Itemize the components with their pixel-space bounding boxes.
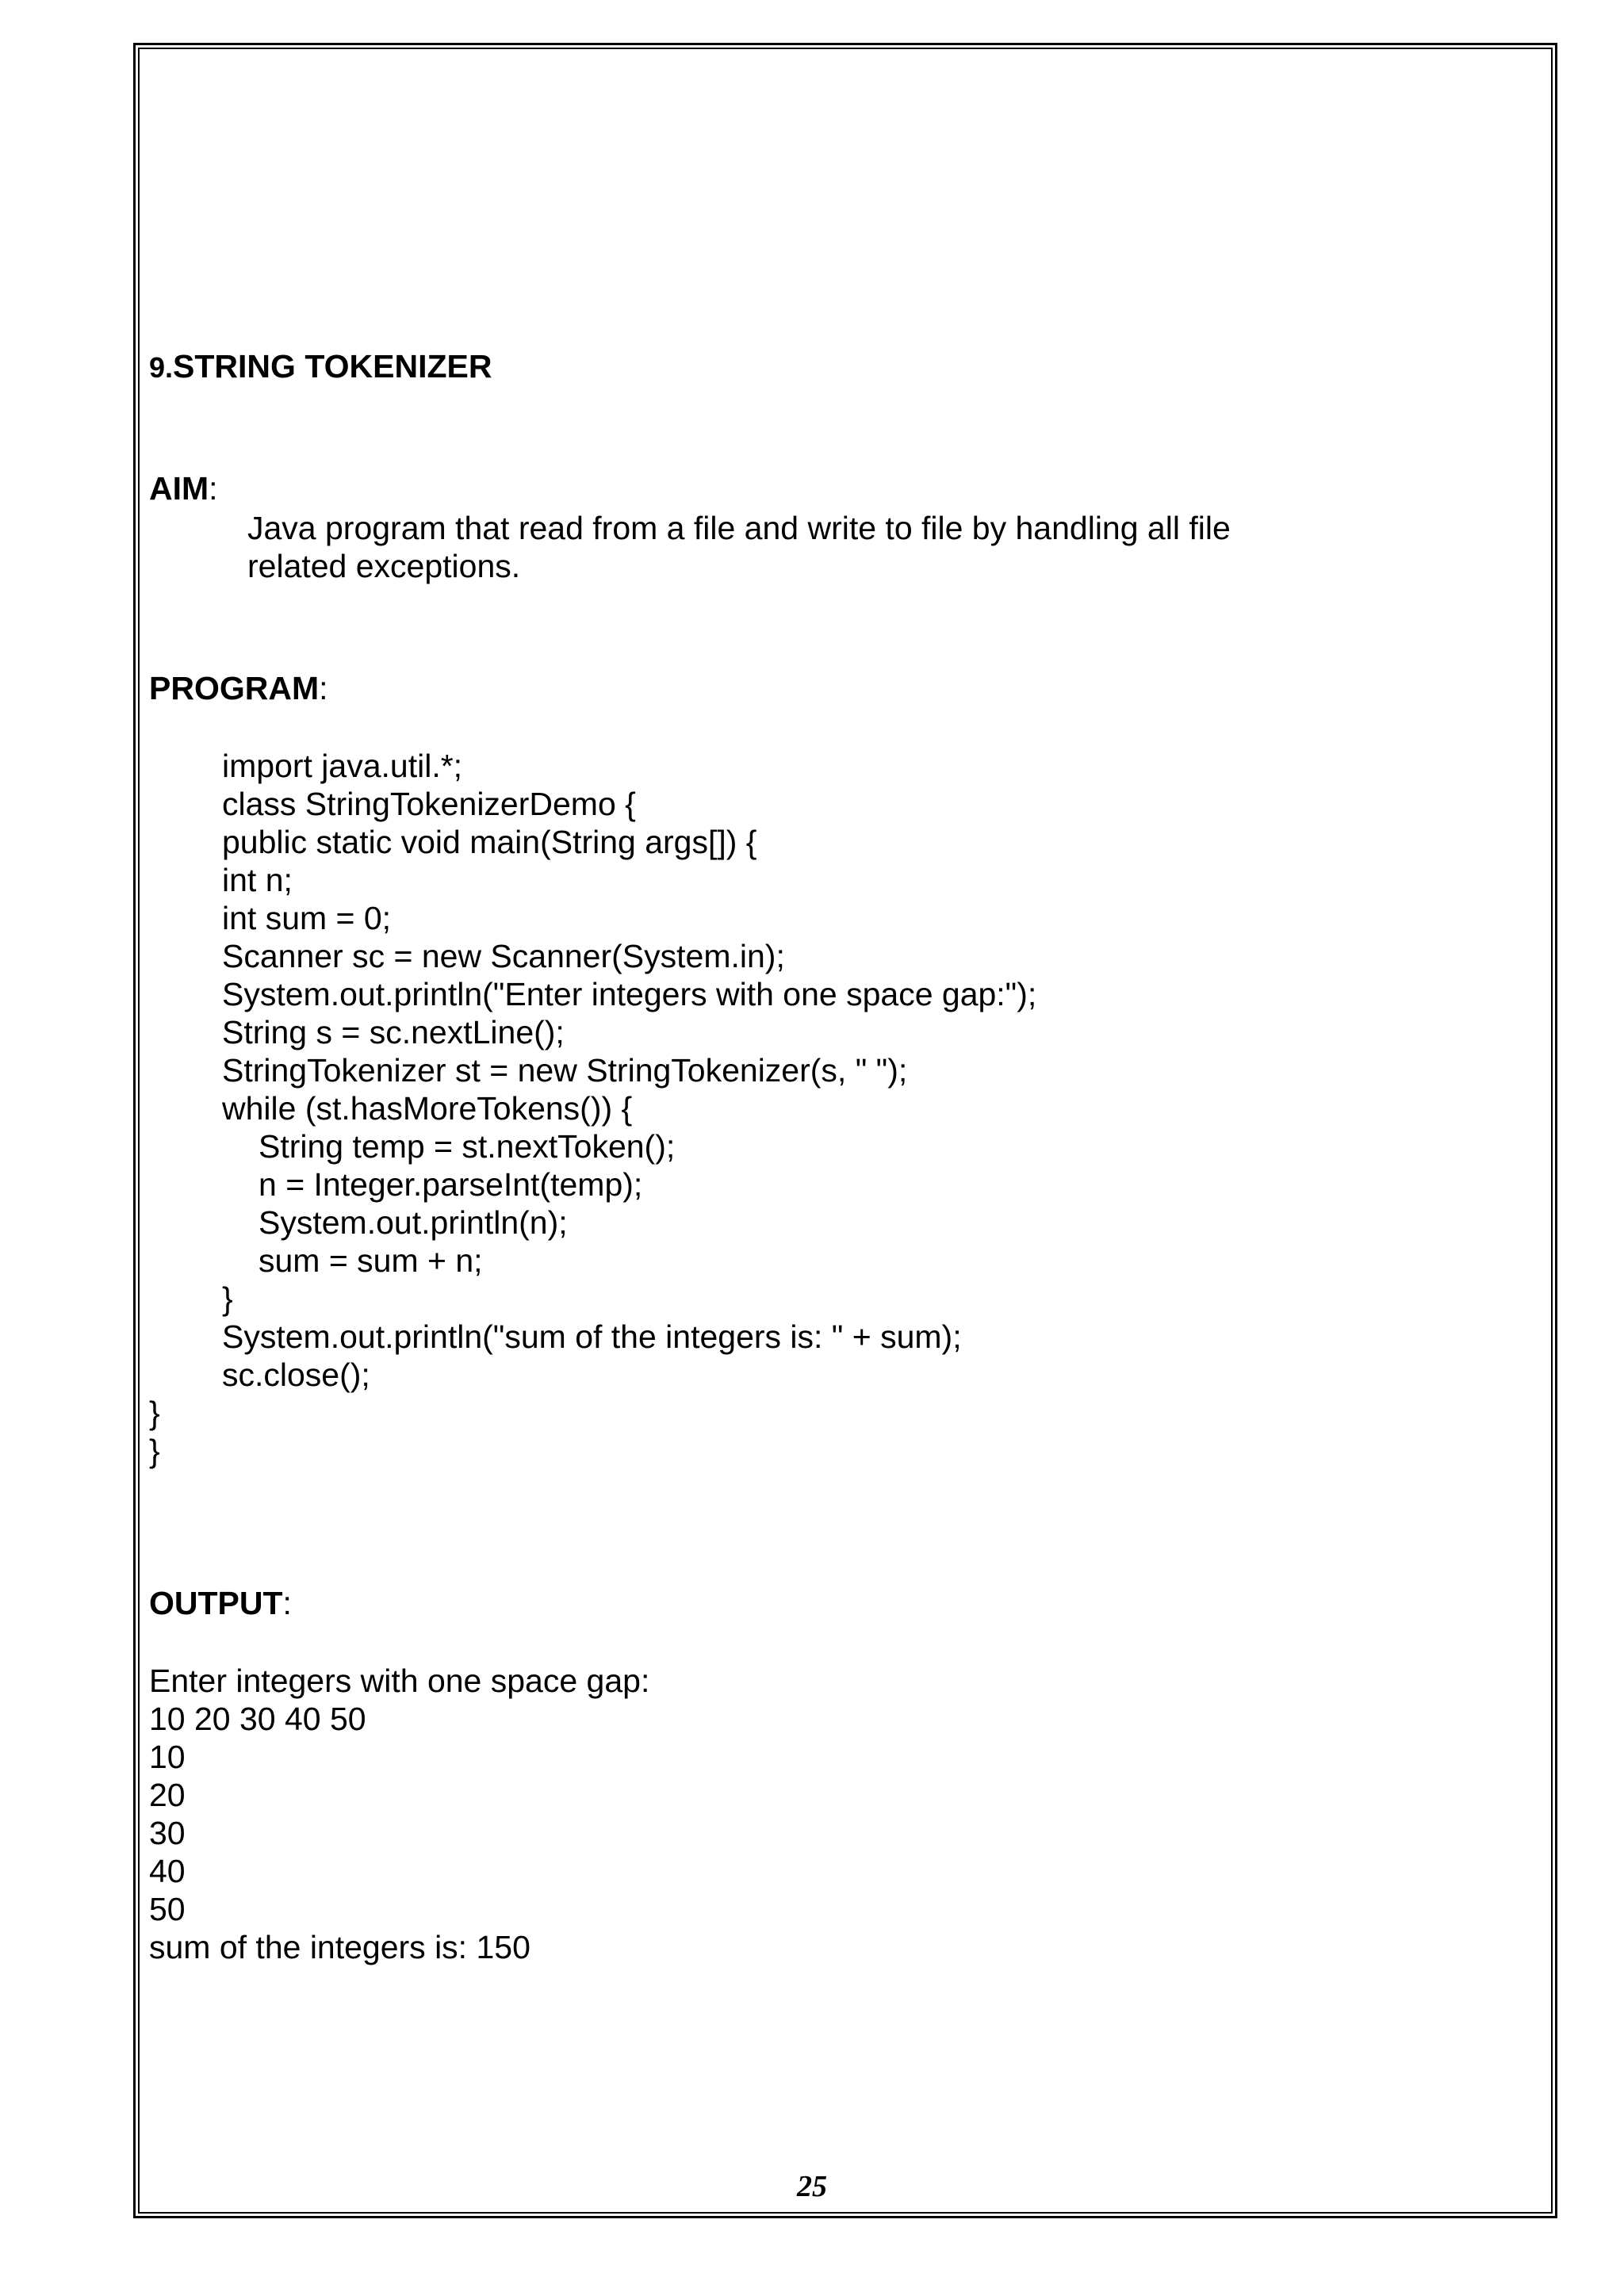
code-line: System.out.println("sum of the integers is: " + sum); [222, 1318, 962, 1355]
section-number: 9. [149, 351, 174, 384]
code-line: while (st.hasMoreTokens()) { [222, 1090, 633, 1127]
output-line: 30 [149, 1815, 186, 1851]
code-line: System.out.println(n); [259, 1204, 568, 1241]
output-line: 10 [149, 1739, 186, 1775]
aim-heading [149, 469, 218, 507]
aim-line-1: Java program that read from a file and write to file by handling all file [247, 510, 1231, 546]
code-line: StringTokenizer st = new StringTokenizer(s, " "); [222, 1052, 908, 1089]
output-line: 10 20 30 40 50 [149, 1701, 366, 1737]
code-line: } [149, 1433, 160, 1469]
output-line: Enter integers with one space gap: [149, 1663, 650, 1699]
program-code [0, 747, 1624, 1470]
output-heading [149, 1584, 292, 1622]
output-line: 50 [149, 1891, 186, 1927]
output-label: OUTPUT [149, 1585, 283, 1621]
code-line: String temp = st.nextToken(); [259, 1128, 676, 1165]
output-line: 40 [149, 1853, 186, 1889]
code-line: String s = sc.nextLine(); [222, 1014, 565, 1050]
aim-line-2: related exceptions. [247, 548, 521, 584]
code-line: Scanner sc = new Scanner(System.in); [222, 938, 785, 974]
code-line: System.out.println("Enter integers with one space gap:"); [222, 976, 1037, 1012]
program-output [149, 1662, 649, 1966]
code-line: int sum = 0; [222, 900, 392, 936]
code-line: n = Integer.parseInt(temp); [259, 1166, 643, 1203]
page-number: 25 [797, 2170, 827, 2203]
code-line: class StringTokenizerDemo { [222, 786, 636, 822]
code-line: import java.util.*; [222, 748, 463, 784]
aim-label: AIM [149, 470, 209, 507]
code-line: sc.close(); [222, 1357, 370, 1393]
output-line: 20 [149, 1777, 186, 1813]
program-label: PROGRAM [149, 670, 320, 706]
output-line: sum of the integers is: 150 [149, 1929, 530, 1965]
aim-colon: : [209, 470, 218, 507]
code-line: public static void main(String args[]) { [222, 824, 757, 860]
section-title [149, 347, 492, 387]
code-line: } [222, 1280, 233, 1317]
section-title-text: STRING TOKENIZER [173, 348, 492, 385]
output-colon: : [282, 1585, 292, 1621]
code-line: } [149, 1395, 160, 1431]
code-line: int n; [222, 862, 293, 898]
program-heading [149, 669, 328, 707]
program-colon: : [319, 670, 328, 706]
code-line: sum = sum + n; [259, 1242, 483, 1279]
